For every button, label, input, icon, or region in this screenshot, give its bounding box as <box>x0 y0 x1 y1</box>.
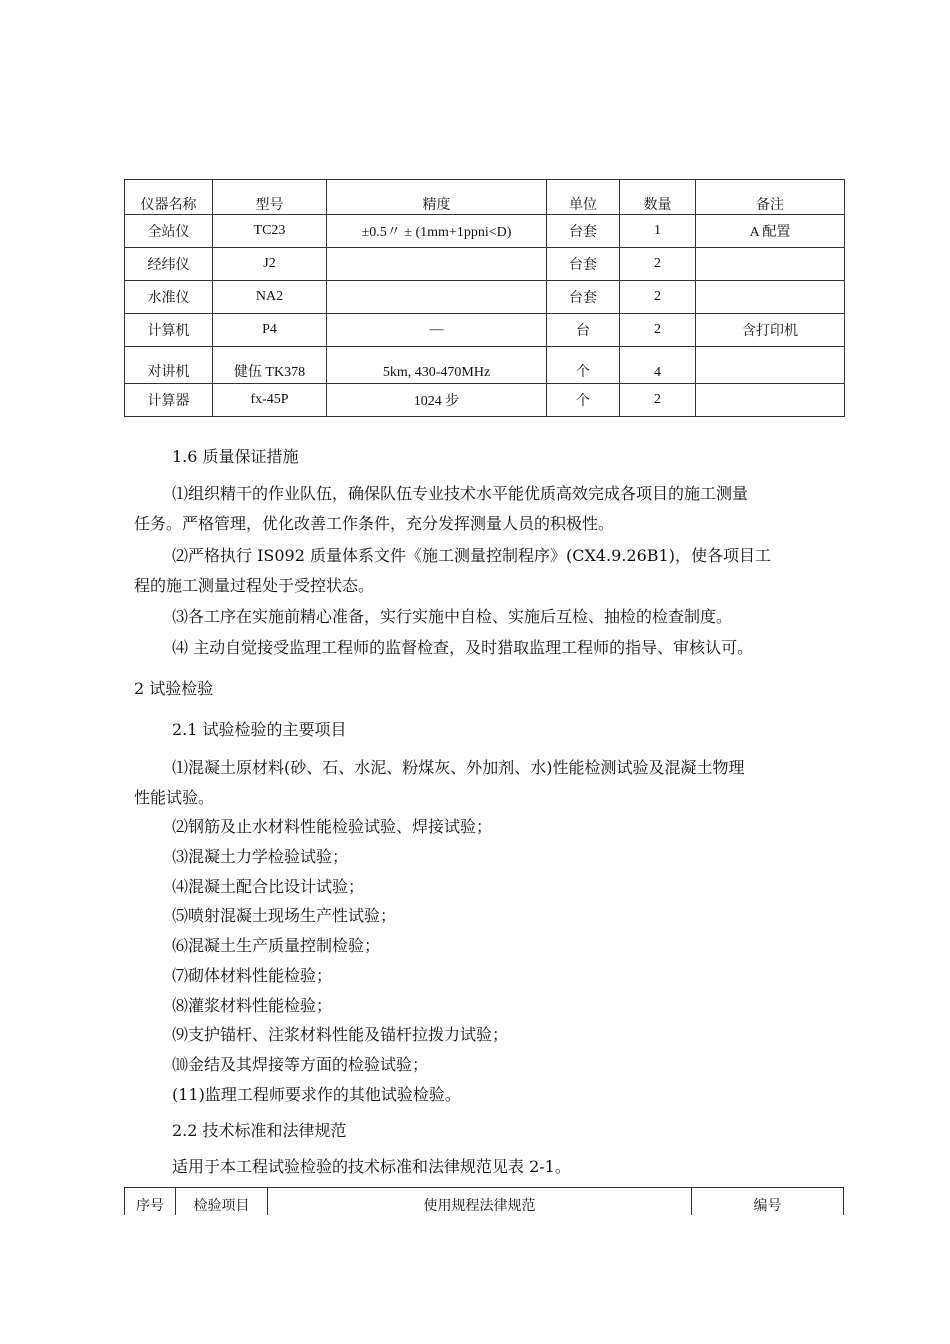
table-cell: 5km, 430-470MHz <box>327 347 547 384</box>
header-cell: 编号 <box>692 1188 844 1216</box>
list-item: (11)监理工程师要求作的其他试验检验。 <box>172 1085 461 1104</box>
equipment-table <box>124 179 845 417</box>
paragraph-line: 适用于本工程试验检验的技术标准和法律规范见表 2-1。 <box>172 1157 571 1176</box>
table-row <box>125 281 845 314</box>
table-cell: 台套 <box>547 215 620 248</box>
paragraph-line: 性能试验。 <box>134 788 215 807</box>
paragraph-line: 程的施工测量过程处于受控状态。 <box>134 576 375 595</box>
table-cell: A 配置 <box>696 215 845 248</box>
table-cell: J2 <box>213 248 327 281</box>
table-cell: 台套 <box>547 248 620 281</box>
table-row <box>125 248 845 281</box>
table-cell: 水准仪 <box>125 281 213 314</box>
table-cell <box>327 281 547 314</box>
subsection-heading: 2.1 试验检验的主要项目 <box>172 720 347 739</box>
table-row <box>125 384 845 417</box>
table-cell: 台套 <box>547 281 620 314</box>
table-cell: fx-45P <box>213 384 327 417</box>
header-cell: 精度 <box>327 180 547 215</box>
header-cell: 序号 <box>125 1188 176 1216</box>
table-cell: 全站仪 <box>125 215 213 248</box>
paragraph-line: ⑷ 主动自觉接受监理工程师的监督检查，及时猎取监理工程师的指导、审核认可。 <box>172 638 754 657</box>
standards-table-header <box>125 1188 844 1216</box>
table-cell <box>327 248 547 281</box>
list-item: ⑺砌体材料性能检验； <box>172 966 333 985</box>
equipment-table-header <box>125 180 845 215</box>
subsection-heading: 2.2 技术标准和法律规范 <box>172 1121 347 1140</box>
table-row <box>125 314 845 347</box>
table-cell: 台 <box>547 314 620 347</box>
table-row <box>125 347 845 384</box>
paragraph-line: 任务。严格管理，优化改善工作条件，充分发挥测量人员的积极性。 <box>134 514 615 533</box>
standards-table <box>124 1187 844 1215</box>
table-cell: NA2 <box>213 281 327 314</box>
table-cell: 1 <box>620 215 696 248</box>
table-cell <box>696 384 845 417</box>
paragraph-line: ⑴组织精干的作业队伍，确保队伍专业技术水平能优质高效完成各项目的施工测量 <box>172 484 749 503</box>
table-cell: 1024 步 <box>327 384 547 417</box>
table-cell: 计算机 <box>125 314 213 347</box>
header-cell: 检验项目 <box>176 1188 268 1216</box>
header-cell: 使用规程法律规范 <box>268 1188 692 1216</box>
header-cell: 备注 <box>696 180 845 215</box>
header-cell: 仪器名称 <box>125 180 213 215</box>
table-cell <box>696 281 845 314</box>
table-cell: 4 <box>620 347 696 384</box>
table-cell: 个 <box>547 384 620 417</box>
table-cell: 健伍 TK378 <box>213 347 327 384</box>
list-item: ⑻灌浆材料性能检验； <box>172 996 333 1015</box>
table-cell: 计算器 <box>125 384 213 417</box>
table-cell: 2 <box>620 314 696 347</box>
table-cell: 2 <box>620 384 696 417</box>
header-cell: 数量 <box>620 180 696 215</box>
table-row <box>125 215 845 248</box>
list-item: ⑸喷射混凝土现场生产性试验； <box>172 906 397 925</box>
table-cell: 2 <box>620 248 696 281</box>
paragraph-line: ⑵严格执行 IS092 质量体系文件《施工测量控制程序》(CX4.9.26B1)，使各项目工 <box>172 546 771 565</box>
table-cell: 经纬仪 <box>125 248 213 281</box>
section-heading: 2 试验检验 <box>134 679 214 698</box>
paragraph-line: ⑴混凝土原材料(砂、石、水泥、粉煤灰、外加剂、水)性能检测试验及混凝土物理 <box>172 758 745 777</box>
list-item: ⑽金结及其焊接等方面的检验试验； <box>172 1055 429 1074</box>
list-item: ⑼支护锚杆、注浆材料性能及锚杆拉拨力试验； <box>172 1025 509 1044</box>
table-cell: P4 <box>213 314 327 347</box>
table-cell: 对讲机 <box>125 347 213 384</box>
table-cell <box>696 248 845 281</box>
table-cell: 含打印机 <box>696 314 845 347</box>
table-cell: ±0.5〃 ± (1mm+1ppni<D) <box>327 215 547 248</box>
list-item: ⑹混凝土生产质量控制检验； <box>172 936 381 955</box>
table-cell <box>696 347 845 384</box>
section-heading: 1.6 质量保证措施 <box>172 447 299 466</box>
list-item: ⑷混凝土配合比设计试验； <box>172 877 365 896</box>
table-cell: 2 <box>620 281 696 314</box>
table-cell: 个 <box>547 347 620 384</box>
header-cell: 型号 <box>213 180 327 215</box>
paragraph-line: ⑶各工序在实施前精心准备，实行实施中自检、实施后互检、抽检的检查制度。 <box>172 607 733 626</box>
list-item: ⑵钢筋及止水材料性能检验试验、焊接试验； <box>172 817 493 836</box>
table-cell: — <box>327 314 547 347</box>
table-cell: TC23 <box>213 215 327 248</box>
list-item: ⑶混凝土力学检验试验； <box>172 847 349 866</box>
header-cell: 单位 <box>547 180 620 215</box>
